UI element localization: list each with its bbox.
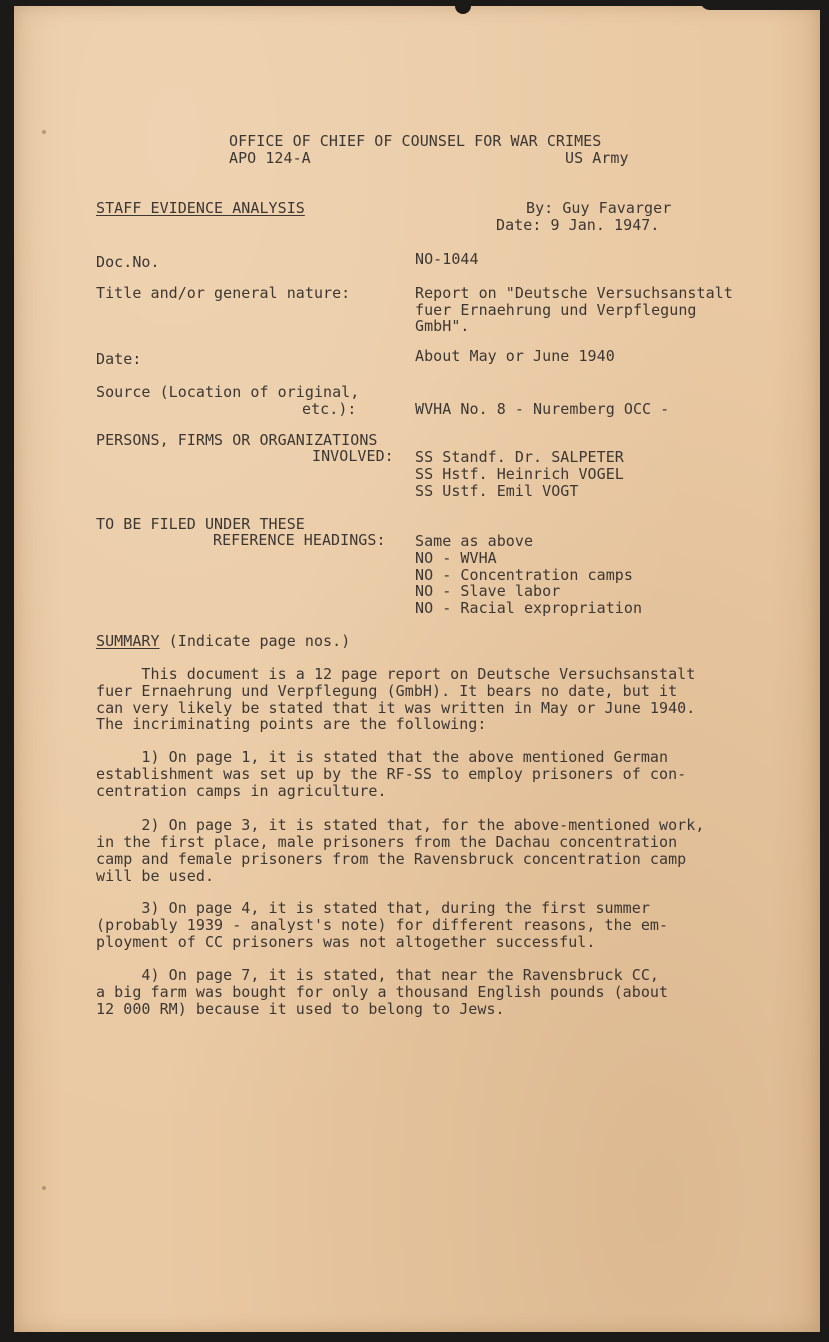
apo-number: APO 124-A <box>229 149 311 167</box>
summary-point-line: centration camps in agriculture. <box>96 782 387 800</box>
filed-label: REFERENCE HEADINGS: <box>213 531 386 549</box>
title-line: fuer Ernaehrung und Verpflegung <box>415 301 697 319</box>
doc-no-value: NO-1044 <box>415 250 479 268</box>
date-value: About May or June 1940 <box>415 347 615 365</box>
summary-point-line: a big farm was bought for only a thousand English pounds (about <box>96 983 669 1001</box>
summary-line: fuer Ernaehrung und Verpflegung (GmbH). It bears no date, but it <box>96 682 678 700</box>
office-heading: OFFICE OF CHIEF OF COUNSEL FOR WAR CRIMES <box>229 132 602 150</box>
summary-point-line: in the first place, male prisoners from the Dachau concentration <box>96 833 678 851</box>
title-line: Report on "Deutsche Versuchsanstalt <box>415 284 733 302</box>
filed-heading-entry: Same as above <box>415 532 534 550</box>
summary-point-line: establishment was set up by the RF-SS to employ prisoners of con- <box>96 765 687 783</box>
filed-label: TO BE FILED UNDER THESE <box>96 515 305 533</box>
staff-evidence-heading: STAFF EVIDENCE ANALYSIS <box>96 199 305 217</box>
title-line: GmbH". <box>415 317 470 335</box>
summary-line: The incriminating points are the following: <box>96 715 487 733</box>
summary-point-line: 12 000 RM) because it used to belong to Jews. <box>96 1000 505 1018</box>
doc-no-label: Doc.No. <box>96 253 160 271</box>
paper-tear <box>700 0 820 10</box>
filed-heading-entry: NO - Slave labor <box>415 582 561 600</box>
source-label: etc.): <box>302 400 357 418</box>
summary-heading <box>96 633 350 650</box>
persons-label: INVOLVED: <box>312 447 394 465</box>
source-value: WVHA No. 8 - Nuremberg OCC - <box>415 400 670 418</box>
punch-hole-mark <box>42 130 46 134</box>
summary-line: This document is a 12 page report on Deutsche Versuchsanstalt <box>96 665 696 683</box>
person-entry: SS Hstf. Heinrich VOGEL <box>415 465 624 483</box>
summary-point-line: ployment of CC prisoners was not altogether successful. <box>96 933 596 951</box>
persons-label: PERSONS, FIRMS OR ORGANIZATIONS <box>96 431 378 449</box>
analysis-date: Date: 9 Jan. 1947. <box>496 216 660 234</box>
summary-line: can very likely be stated that it was written in May or June 1940. <box>96 699 696 717</box>
summary-point-line: 2) On page 3, it is stated that, for the above-mentioned work, <box>96 816 705 834</box>
summary-point-line: camp and female prisoners from the Ravensbruck concentration camp <box>96 850 687 868</box>
punch-hole-mark <box>42 1186 46 1190</box>
filed-heading-entry: NO - WVHA <box>415 549 497 567</box>
army-label: US Army <box>565 149 629 167</box>
date-label: Date: <box>96 350 142 368</box>
summary-point-line: 3) On page 4, it is stated that, during the first summer <box>96 899 650 917</box>
summary-point-line: will be used. <box>96 867 215 885</box>
person-entry: SS Ustf. Emil VOGT <box>415 482 579 500</box>
summary-heading-note: (Indicate page nos.) <box>159 632 351 650</box>
summary-point-line: 1) On page 1, it is stated that the above mentioned German <box>96 748 669 766</box>
summary-point-line: 4) On page 7, it is stated, that near the Ravensbruck CC, <box>96 966 660 984</box>
summary-point-line: (probably 1939 - analyst's note) for different reasons, the em- <box>96 916 669 934</box>
person-entry: SS Standf. Dr. SALPETER <box>415 448 624 466</box>
filed-heading-entry: NO - Concentration camps <box>415 566 633 584</box>
summary-heading-word: SUMMARY <box>96 632 160 650</box>
title-label: Title and/or general nature: <box>96 284 351 302</box>
source-label: Source (Location of original, <box>96 383 360 401</box>
filed-heading-entry: NO - Racial expropriation <box>415 599 643 617</box>
analyst-name: By: Guy Favarger <box>526 199 672 217</box>
